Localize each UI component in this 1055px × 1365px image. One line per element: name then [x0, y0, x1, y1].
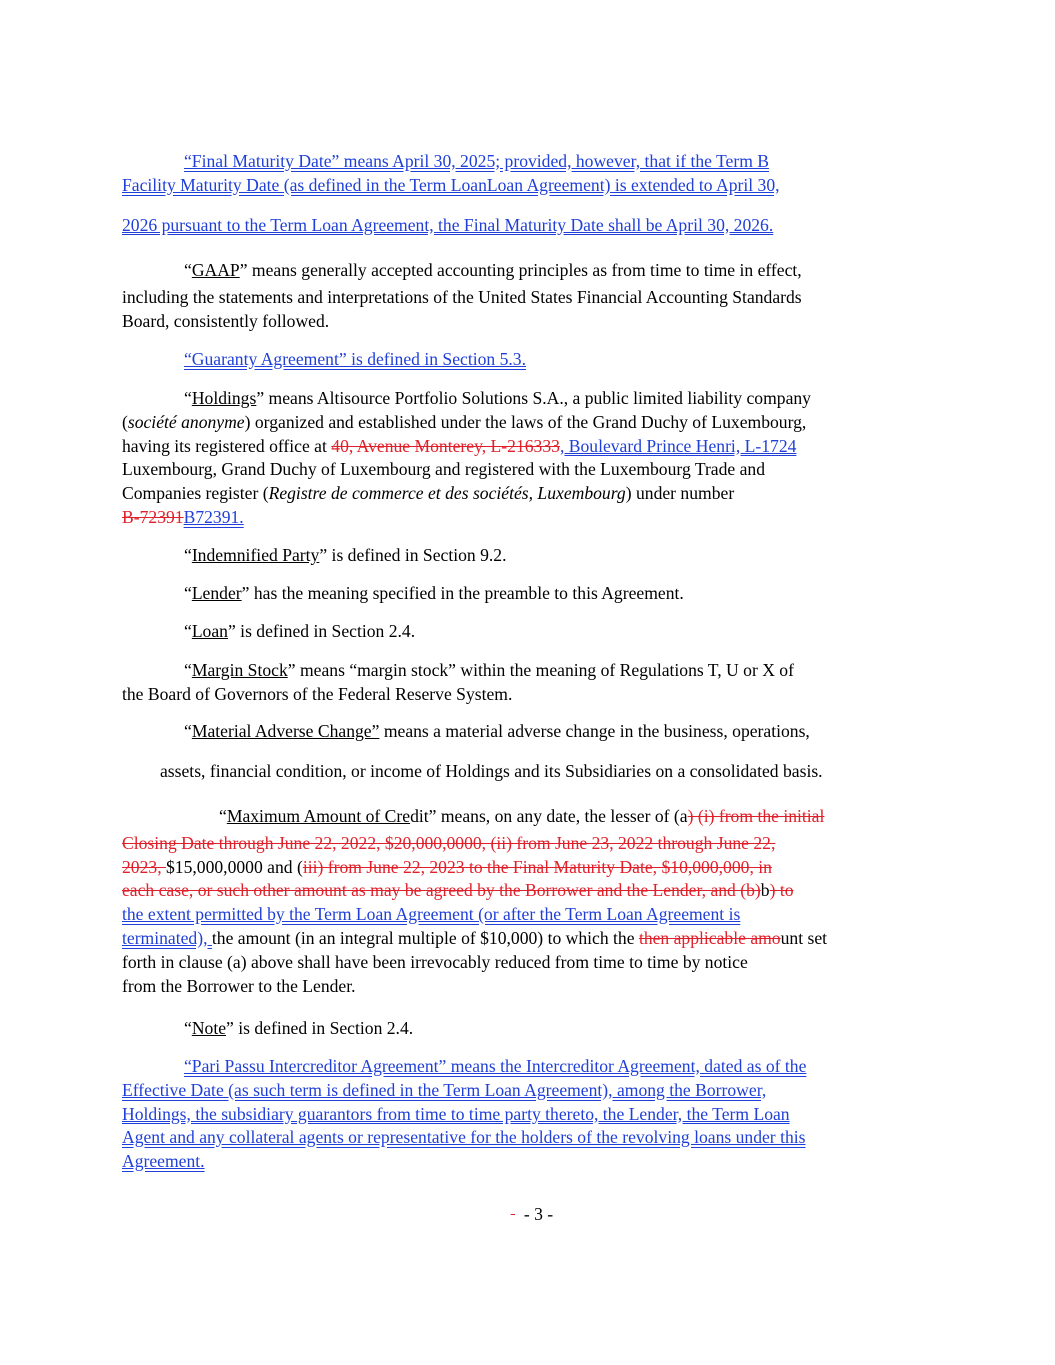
definition-text: ) organized and established under the laws of the Grand Duchy of Luxembourg,: [244, 411, 807, 432]
definition-pari-passu-intercreditor-agreement: [122, 1055, 927, 1174]
inserted-text: , Boulevard Prince Henri, L-1724: [559, 435, 797, 456]
quote: “: [184, 260, 192, 280]
definition-note: [122, 1017, 927, 1041]
page-number: - 3 -: [523, 1204, 554, 1224]
text: (: [122, 411, 128, 432]
inserted-text: Effective Date (as such term is defined in the Term Loan Agreement), among the Borrower,: [122, 1079, 767, 1100]
quote: “: [219, 806, 227, 826]
definition-maximum-amount-of-credit: [122, 805, 922, 998]
page-footer: [0, 1204, 1055, 1225]
italic-text: société anonyme: [127, 411, 245, 432]
inserted-text: “Pari Passu Intercreditor Agreement” means the Intercreditor Agreement, dated as of the: [184, 1056, 807, 1076]
defined-term: Indemnified Party: [191, 545, 320, 565]
definition-text: ” means generally accepted accounting principles as from time to time in effect,: [239, 260, 802, 280]
definition-final-maturity-date: [122, 150, 927, 237]
definition-text: ” means Altisource Portfolio Solutions S.A., a public limited liability company: [256, 388, 811, 408]
definition-text: ) under number: [625, 483, 735, 504]
quote: “: [184, 545, 192, 565]
quote: “: [184, 583, 192, 603]
definition-text: means a material adverse change in the business, operations,: [379, 721, 810, 741]
defined-term: Margin Stock: [191, 660, 288, 680]
definition-lender: [122, 582, 927, 606]
deleted-text: each case, or such other amount as may be agreed by the Borrower and the Lender, and (b): [122, 880, 761, 901]
inserted-text: Agreement.: [122, 1151, 205, 1172]
deleted-text: Closing Date through June 22, 2022, $20,000,0000, (ii) from June 23, 2022 through June 22,: [122, 832, 776, 853]
deleted-text: B-72391: [122, 506, 184, 527]
deleted-text: ) to: [769, 880, 794, 901]
definition-text: Luxembourg, Grand Duchy of Luxembourg and registered with the Luxembourg Trade and: [122, 459, 766, 480]
quote: “: [184, 388, 192, 408]
defined-term: Material Adverse Change”: [191, 721, 380, 741]
definition-text: Companies register (: [122, 483, 269, 504]
definition-text: having its registered office at: [122, 435, 332, 456]
italic-text: Registre de commerce et des sociétés, Luxembourg: [268, 483, 626, 504]
quote: “: [184, 721, 192, 741]
inserted-text: Holdings, the subsidiary guarantors from time to time party thereto, the Lender, the Term Loan: [122, 1103, 790, 1124]
definition-text: including the statements and interpretations of the United States Financial Accounting Standards: [122, 286, 802, 307]
definition-indemnified-party: [122, 544, 927, 568]
inserted-text: the extent permitted by the Term Loan Agreement (or after the Term Loan Agreement is: [122, 904, 741, 925]
definition-text: $15,000,0000 and (: [165, 856, 303, 877]
definition-margin-stock: [122, 659, 927, 707]
deleted-text: then applicable amo: [638, 927, 781, 948]
definition-text: ” is defined in Section 9.2.: [319, 545, 507, 565]
quote: “: [184, 660, 192, 680]
definition-text: ” is defined in Section 2.4.: [226, 1018, 414, 1038]
deleted-text: 2023,: [122, 856, 166, 877]
definition-text: Board, consistently followed.: [122, 310, 330, 331]
definition-guaranty-agreement: [122, 348, 927, 372]
definition-holdings: [122, 387, 927, 530]
quote: “: [184, 1018, 192, 1038]
definition-gaap: [122, 259, 927, 333]
definition-text: b: [760, 880, 770, 901]
inserted-text: 2026 pursuant to the Term Loan Agreement, the Final Maturity Date shall be April 30, 2026.: [122, 214, 774, 235]
definition-material-adverse-change: [122, 720, 927, 784]
defined-term: Lender: [191, 583, 242, 603]
deleted-mark: [502, 1204, 524, 1225]
deleted-text: ) (i) from the initial: [687, 806, 825, 826]
definition-text: ” means “margin stock” within the meaning of Regulations T, U or X of: [287, 660, 794, 680]
definition-text: ” has the meaning specified in the preamble to this Agreement.: [241, 583, 684, 603]
definition-text: from the Borrower to the Lender.: [122, 975, 356, 996]
deleted-text: 40, Avenue Monterey, L-216333: [331, 435, 560, 456]
inserted-text: “Final Maturity Date” means April 30, 2025; provided, however, that if the Term B: [184, 151, 770, 171]
defined-term: GAAP: [191, 260, 240, 280]
defined-term: Note: [191, 1018, 227, 1038]
inserted-text: terminated),: [122, 927, 212, 948]
definition-text: the amount (in an integral multiple of $10,000) to which the: [211, 927, 639, 948]
defined-term: Maximum Amount of Cre: [226, 806, 411, 826]
definition-text: dit” means, on any date, the lesser of (a: [410, 806, 688, 826]
definition-text: unt set: [780, 927, 828, 948]
defined-term: Loan: [191, 621, 228, 641]
quote: “: [184, 621, 192, 641]
definition-text: forth in clause (a) above shall have been irrevocably reduced from time to time by notice: [122, 951, 748, 972]
definition-text: assets, financial condition, or income of Holdings and its Subsidiaries on a consolidated basis.: [160, 760, 823, 781]
inserted-text: “Guaranty Agreement” is defined in Section 5.3.: [184, 349, 526, 369]
definition-text: ” is defined in Section 2.4.: [227, 621, 416, 641]
definition-loan: [122, 620, 927, 644]
inserted-text: Agent and any collateral agents or representative for the holders of the revolving loans under this: [122, 1127, 806, 1148]
deleted-text: iii) from June 22, 2023 to the Final Maturity Date, $10,000,000, in: [302, 856, 772, 877]
definition-text: the Board of Governors of the Federal Reserve System.: [122, 683, 513, 704]
inserted-text: Facility Maturity Date (as defined in the Term LoanLoan Agreement) is extended to April 30,: [122, 174, 780, 195]
inserted-text: B72391.: [183, 506, 244, 527]
defined-term: Holdings: [191, 388, 257, 408]
